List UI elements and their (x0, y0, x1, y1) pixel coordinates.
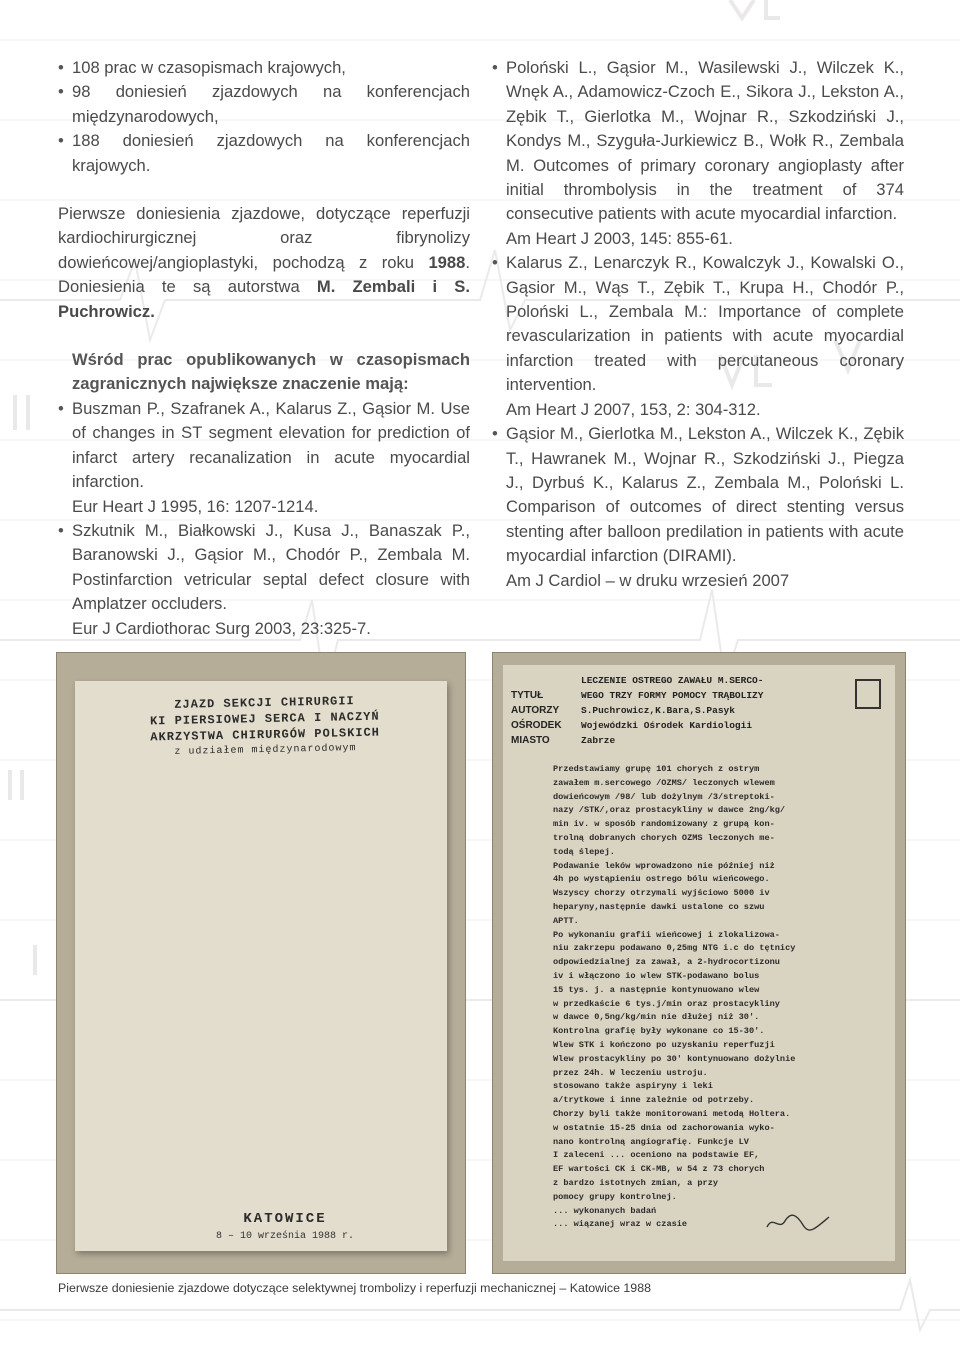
photo-caption: Pierwsze doniesienie zjazdowe dotyczące selektywnej trombolizy i reperfuzji mechanicznej – Katowice 1988 (58, 1281, 651, 1295)
reference-source: Am J Cardiol – w druku wrzesień 2007 (506, 570, 790, 590)
checkbox-square (855, 679, 881, 709)
abstract-line: nazy /STK/,oraz prostacykliny w dawce 2ng/kg/ (553, 805, 786, 816)
abstract-line: w ostatnie 15-25 dnia od zachorowania wyko- (553, 1122, 775, 1133)
abstract-line: niu zakrzepu podawano 0,25mg NTG i.c do tętnicy (553, 943, 796, 954)
abstract-line: iv i włączono io wlew STK-podawano bolus (553, 970, 760, 981)
abstract-line: z bardzo istotnych zmian, a przy (553, 1177, 719, 1188)
abstract-line: nano kontrolną angiografię. Funkcje LV (553, 1136, 749, 1147)
abstract-line: Przedstawiamy grupę 101 chorych z ostrym (553, 764, 760, 774)
reference-item (58, 397, 470, 519)
abstract-line: 4h po wystąpieniu ostrego bólu wieńcowego. (553, 874, 770, 885)
abstract-document-photo (492, 652, 906, 1274)
abstract-line: w dawce 0,5ng/kg/min nie dłużej niż 30'. (553, 1012, 760, 1023)
stats-bullet: • 188 doniesień zjazdowych na konferencjach krajowych. (58, 129, 470, 178)
abstract-header (511, 673, 841, 748)
reference-source: Am Heart J 2007, 153, 2: 304-312. (506, 399, 761, 419)
reference-text: • Poloński L., Gąsior M., Wasilewski J., Wilczek K., Wnęk A., Adamowicz-Czoch E., Sikora J., Lekston A., Zębik T., Gierlotka M., Wojnar R., Szkodziński J., Kondys M., Szyguła-Jurkiewicz B., Wołk R., Zembala M. Outcomes of primary coronary angioplasty after initial thrombolysis in the treatment of 374 consecutive patients with acute myocardial infarction. (506, 58, 904, 224)
abstract-line: min iv. w sposób randomizowany z grupą kon- (553, 819, 775, 830)
abstract-line: w przedkaście 6 tys.j/min oraz prostacykliny (553, 998, 780, 1009)
abstract-line: 15 tys. j. a następnie kontynuowano wlew (553, 984, 760, 995)
cover-page (75, 681, 447, 1251)
abstract-line: a/trytkowe i inne zależnie od potrzeby. (553, 1095, 755, 1106)
abstract-line: APTT. (553, 915, 579, 926)
cover-title-line: z udziałem międzynarodowym (174, 743, 357, 758)
abstract-line: ... wiązanej wraz w czasie (553, 1219, 688, 1230)
abstract-line: Chorzy byli także monitorowani metodą Holtera. (553, 1108, 791, 1119)
header-row: MIASTO Zabrze (511, 735, 616, 746)
photo-section (56, 652, 904, 1272)
cover-title (94, 691, 435, 762)
cover-city: KATOWICE (243, 1211, 327, 1227)
abstract-line: trolną dobranych chorych OZMS leczonych me- (553, 832, 775, 843)
cover-title-line: AKRZYSTWA CHIRURGÓW POLSKICH (150, 725, 381, 745)
cover-title-line: KI PIERSIOWEJ SERCA I NACZYŃ (149, 709, 380, 729)
reference-text: • Buszman P., Szafranek A., Kalarus Z., Gąsior M. Use of changes in ST segment elevation for prediction of infarct artery recanalization in acute myocardial infarction. (72, 398, 470, 492)
right-column (492, 56, 904, 593)
intro-text: Pierwsze doniesienia zjazdowe, dotyczące reperfuzji kardiochirurgicznej oraz fibrynolizy dowieńcowej/angioplastyki, pochodzą z roku (58, 204, 470, 272)
abstract-line: Kontrolna grafię były wykonane co 15-30'. (553, 1026, 765, 1037)
header-row: AUTORZY S.Puchrowicz,K.Bara,S.Pasyk (511, 705, 735, 716)
intro-authors: M. Zembali i S. Puchrowicz. (58, 277, 470, 321)
intro-text-2: . Doniesienia te są autorstwa (58, 252, 470, 297)
reference-item (492, 56, 904, 251)
abstract-line: przez 24h. W leczeniu ustroju. (553, 1067, 708, 1078)
reference-item (58, 519, 470, 641)
abstract-line: ... wykonanych badań (553, 1205, 657, 1216)
abstract-line: EF wartości CK i CK-MB, w 54 z 73 chorych (553, 1164, 765, 1175)
stats-bullet: • 98 doniesień zjazdowych na konferencjach międzynarodowych, (58, 80, 470, 129)
header-row: LECZENIE OSTREGO ZAWAŁU M.SERCO- (581, 675, 764, 686)
reference-item (492, 251, 904, 422)
abstract-line: heparyny,następnie dawki ustalone co szwu (553, 901, 765, 912)
reference-source: Eur Heart J 1995, 16: 1207-1214. (72, 496, 319, 516)
abstract-line: Wlew STK i kończono po uzyskaniu reperfuzji (553, 1039, 775, 1050)
abstract-line: Po wykonaniu grafii wieńcowej i zlokalizowa- (553, 929, 780, 940)
reference-text: • Szkutnik M., Białkowski J., Kusa J., Banaszak P., Baranowski J., Gąsior M., Chodór P., Zembala M. Postinfarction vetricular septal defect closure with Amplatzer occluders. (72, 520, 470, 614)
reference-item (492, 422, 904, 593)
abstract-page (503, 665, 895, 1261)
left-column (58, 56, 470, 641)
abstract-line: Wszyscy chorzy otrzymali wyjściowo 5000 iv (553, 888, 770, 899)
section-heading: Wśród prac opublikowanych w czasopismach zagranicznych największe znaczenie mają: (72, 350, 470, 394)
intro-year: 1988 (428, 252, 466, 272)
reference-source: Eur J Cardiothorac Surg 2003, 23:325-7. (72, 618, 371, 638)
header-row: OŚRODEK Wojewódzki Ośrodek Kardiologii (511, 720, 753, 731)
reference-text: • Gąsior M., Gierlotka M., Lekston A., Wilczek K., Zębik T., Hawranek M., Wojnar R., Szkodziński J., Piegza J., Dyrbuś K., Kalarus Z., Zembala M., Poloński L. Comparison of outcomes of direct stenting versus stenting after balloon predilation in patients with acute myocardial infarction (DIRAMI). (506, 424, 904, 566)
header-row: TYTUŁ WEGO TRZY FORMY POMOCY TRĄBOLIZY (511, 690, 764, 701)
abstract-line: pomocy grupy kontrolnej. (553, 1191, 677, 1202)
cover-date: 8 – 10 września 1988 r. (215, 1231, 355, 1242)
stats-bullet: • 108 prac w czasopismach krajowych, (58, 56, 470, 80)
reference-source: Am Heart J 2003, 145: 855-61. (506, 228, 733, 248)
conference-cover-photo (56, 652, 466, 1274)
signature-scribble (763, 1211, 833, 1233)
abstract-line: dowieńcowym /98/ lub dożylnym /3/streptoki- (553, 791, 775, 802)
abstract-body (553, 763, 873, 1232)
cover-title-line: ZJAZD SEKCJI CHIRURGII (174, 694, 355, 712)
abstract-line: todą ślepej. (553, 846, 615, 857)
abstract-line: Wlew prostacykliny po 30' kontynuowano dożylnie (553, 1053, 796, 1064)
intro-paragraph (58, 202, 470, 324)
abstract-line: zawałem m.sercowego /OZMS/ leczonych wlewem (553, 777, 775, 788)
abstract-line: stosowano także aspiryny i leki (553, 1081, 713, 1092)
abstract-line: odpowiedzialnej za zawał, a 2-hydrocortizonu (553, 957, 780, 968)
abstract-line: Podawanie leków wprowadzono nie później niż (553, 860, 775, 871)
abstract-line: I zaleceni ... oceniono na podstawie EF, (553, 1150, 760, 1161)
reference-text: • Kalarus Z., Lenarczyk R., Kowalczyk J., Kowalski O., Gąsior M., Wąs T., Zębik T., Krupa H., Chodór P., Poloński L., Zembala M.: Importance of complete revascularization in patients with acute myocardial infarction treated with percutaneous coronary intervention. (506, 253, 904, 395)
